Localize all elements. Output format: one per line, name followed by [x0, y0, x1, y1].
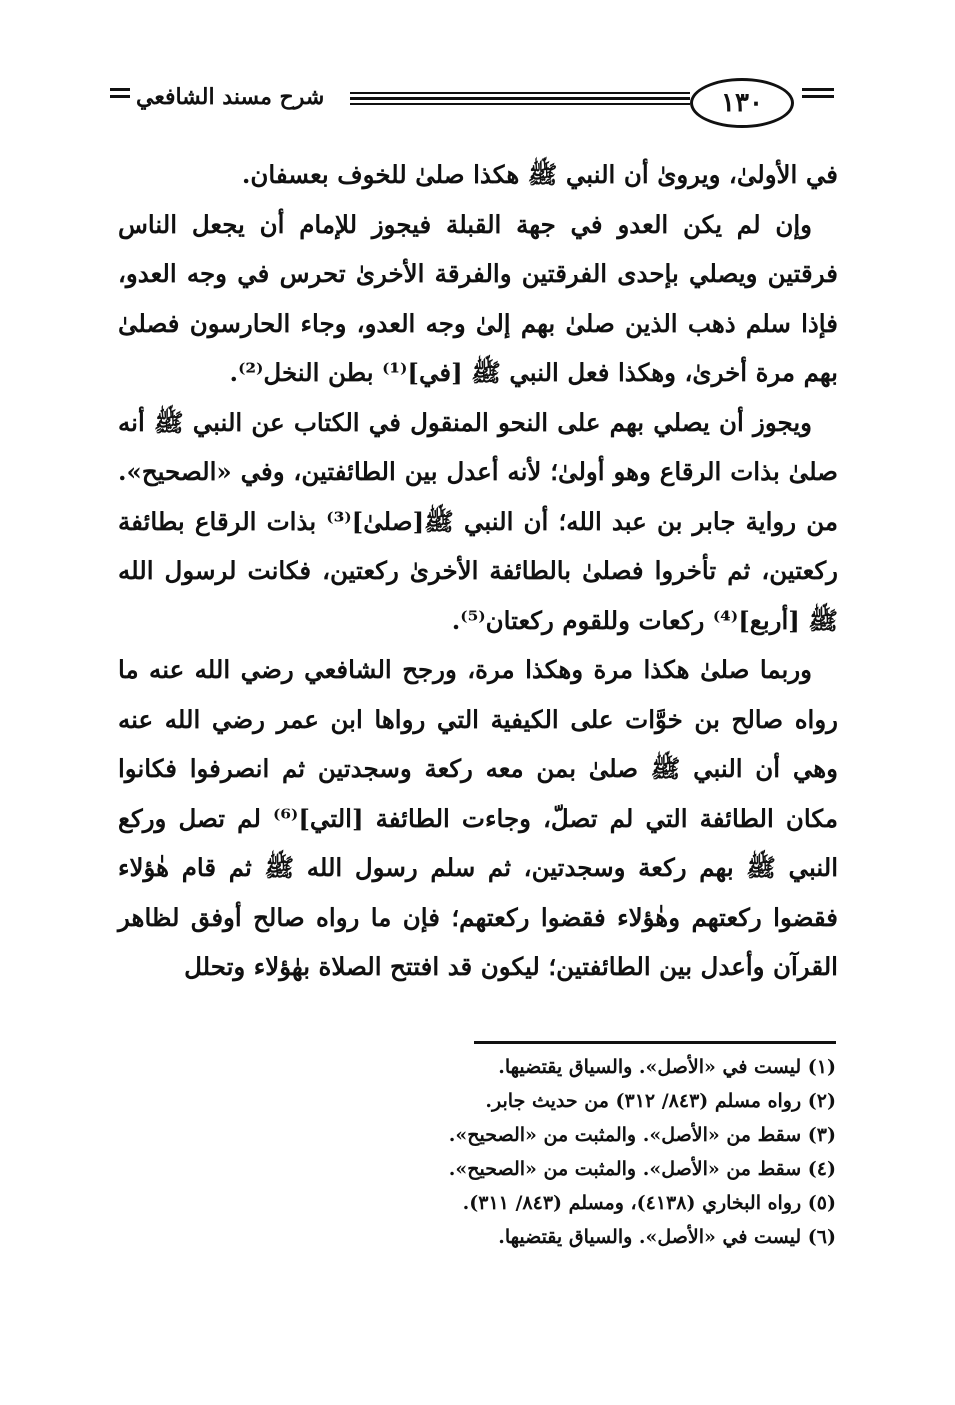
running-title: شرح مسند الشافعي	[136, 84, 325, 110]
footnote-4: (٤) سقط من «الأصل». والمثبت من «الصحيح».	[448, 1158, 836, 1180]
paragraph-4: وربما صلىٰ هكذا مرة وهكذا مرة، ورجح الشافعي رضي الله عنه ما رواه صالح بن خوَّات على الكيفية التي رواها ابن عمر رضي الله عنه وهي أن النبي ﷺ صلىٰ بمن معه ركعة وسجدتين ثم انصرفوا فكانوا مكان الطائفة التي لم تصلّ، وجاءت الطائفة [التي]⁽⁶⁾ لم تصل وركع النبي ﷺ بهم ركعة وسجدتين، ثم سلم رسول الله ﷺ ثم قام هٰؤلاء فقضوا ركعتهم وهٰؤلاء فقضوا ركعتهم؛ فإن ما رواه صالح أوفق لظاهر القرآن وأعدل بين الطائفتين؛ ليكون قد افتتح الصلاة بهٰؤلاء وتحلل	[118, 655, 838, 981]
footnote-separator	[474, 1041, 836, 1044]
main-text	[118, 150, 838, 992]
footnote-3: (٣) سقط من «الأصل». والمثبت من «الصحيح».	[448, 1124, 836, 1146]
footnote-2: (٢) رواه مسلم (٨٤٣/ ٣١٢) من حديث جابر.	[485, 1090, 836, 1112]
paragraph-1: في الأولىٰ، ويروىٰ أن النبي ﷺ هكذا صلىٰ للخوف بعسفان.	[241, 160, 838, 189]
footnotes	[300, 1050, 836, 1254]
footnote-1: (١) ليست في «الأصل». والسياق يقتضيها.	[498, 1056, 836, 1078]
paragraph-2: وإن لم يكن العدو في جهة القبلة فيجوز للإمام أن يجعل الناس فرقتين ويصلي بإحدى الفرقتين والفرقة الأخرىٰ تحرس في وجه العدو، فإذا سلم ذهب الذين صلىٰ بهم إلىٰ وجه العدو، وجاء الحارسون فصلىٰ بهم مرة أخرىٰ، وهكذا فعل النبي ﷺ [في]⁽¹⁾ بطن النخل⁽²⁾.	[118, 209, 838, 387]
header-ornament-right	[802, 88, 834, 106]
page-header	[110, 78, 835, 130]
header-ornament-left	[110, 88, 130, 106]
footnote-6: (٦) ليست في «الأصل». والسياق يقتضيها.	[498, 1226, 836, 1248]
header-rule	[350, 92, 690, 108]
footnote-5: (٥) رواه البخاري (٤١٣٨)، ومسلم (٨٤٣/ ٣١١).	[462, 1192, 836, 1214]
paragraph-3: ويجوز أن يصلي بهم على النحو المنقول في الكتاب عن النبي ﷺ أنه صلىٰ بذات الرقاع وهو أولىٰ؛ لأنه أعدل بين الطائفتين، وفي «الصحيح». من رواية جابر بن عبد الله؛ أن النبي ﷺ[صلىٰ]⁽³⁾ بذات الرقاع بطائفة ركعتين، ثم تأخروا فصلىٰ بالطائفة الأخرىٰ ركعتين، فكانت لرسول الله ﷺ [أربع]⁽⁴⁾ ركعات وللقوم ركعتان⁽⁵⁾.	[118, 407, 838, 635]
page-number: ١٣٠	[690, 78, 794, 128]
